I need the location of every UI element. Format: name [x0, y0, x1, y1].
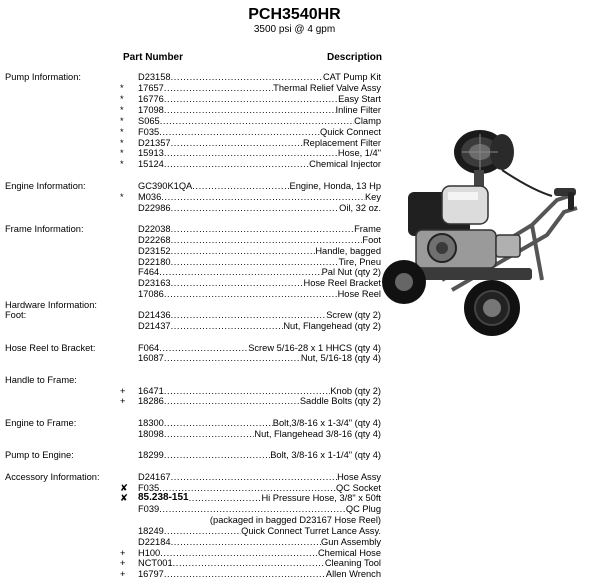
part-number: D23152 [138, 246, 171, 256]
part-description: Allen Wrench [325, 569, 381, 579]
part-number: 18300 [138, 418, 164, 428]
column-header-part-number: Part Number [123, 52, 184, 63]
part-marker: * [120, 192, 124, 202]
leader-dots [160, 116, 354, 126]
leader-dots [171, 472, 338, 482]
leader-dots [171, 321, 284, 331]
part-marker: * [120, 83, 124, 93]
part-description: Hose Reel Bracket [303, 278, 381, 288]
part-row [138, 203, 381, 213]
part-row [138, 105, 381, 115]
leader-dots [161, 192, 365, 202]
base-frame [412, 268, 532, 280]
part-number: D21436 [138, 310, 171, 320]
part-number: H100 [138, 548, 161, 558]
leader-dots [164, 429, 255, 439]
part-number: 16797 [138, 569, 164, 579]
left-wheel [382, 260, 426, 304]
pressure-washer-illustration [382, 130, 587, 340]
section-label: Pump to Engine: [5, 450, 74, 460]
leader-dots [171, 278, 304, 288]
part-number: F464 [138, 267, 160, 277]
section-label: Hardware Information: [5, 300, 97, 310]
leader-dots [164, 105, 336, 115]
part-number: D22268 [138, 235, 171, 245]
part-description: Screw 5/16-28 x 1 HHCS (qty 4) [248, 343, 381, 353]
part-description: Clamp [354, 116, 381, 126]
column-header-description: Description [327, 52, 383, 63]
part-description: Replacement Filter [302, 138, 381, 148]
leader-dots [164, 148, 338, 158]
part-row [138, 526, 381, 536]
part-marker: * [120, 105, 124, 115]
part-number: 15913 [138, 148, 164, 158]
part-row [138, 321, 381, 331]
part-number: 16087 [138, 353, 164, 363]
part-number: 18098 [138, 429, 164, 439]
part-description: Nut, 5/16-18 (qty 4) [300, 353, 381, 363]
part-row [138, 396, 381, 406]
part-number: F035 [138, 483, 160, 493]
section-label: Frame Information: [5, 224, 84, 234]
part-row [138, 558, 381, 568]
leader-dots [164, 396, 300, 406]
leader-dots [173, 558, 325, 568]
section-label: Pump Information: [5, 72, 81, 82]
part-row [138, 548, 381, 558]
part-number: D22038 [138, 224, 171, 234]
part-marker: + [120, 558, 126, 568]
part-row [138, 94, 381, 104]
leader-dots [164, 450, 270, 460]
part-marker: + [120, 569, 126, 579]
leader-dots [159, 127, 320, 137]
leader-dots [164, 526, 241, 536]
part-marker: * [120, 159, 124, 169]
leader-dots [164, 386, 330, 396]
hose-reel-package-note: (packaged in bagged D23167 Hose Reel) [209, 515, 381, 525]
part-description: Chemical Injector [309, 159, 381, 169]
leader-dots [159, 267, 321, 277]
part-row [138, 278, 381, 288]
part-number: 18286 [138, 396, 164, 406]
leader-dots [171, 72, 323, 82]
part-description: Screw (qty 2) [326, 310, 381, 320]
part-description: Knob (qty 2) [330, 386, 381, 396]
part-description: Hose, 1/4" [337, 148, 381, 158]
hose-reel [454, 130, 514, 186]
part-row [138, 83, 381, 93]
part-number: NCT001 [138, 558, 173, 568]
part-description: Hose Reel [337, 289, 381, 299]
part-marker: * [120, 127, 124, 137]
part-description: QC Plug [345, 504, 381, 514]
part-row [138, 504, 381, 514]
leader-dots [159, 483, 336, 493]
section-label: Accessory Information: [5, 472, 100, 482]
part-number: F035 [138, 127, 160, 137]
part-number: F064 [138, 343, 160, 353]
part-marker: * [120, 138, 124, 148]
part-row [138, 472, 381, 482]
part-row [138, 493, 381, 503]
part-description: Bolt,3/8-16 x 1-3/4" (qty 4) [272, 418, 381, 428]
part-description: Pal Nut (qty 2) [321, 267, 381, 277]
part-number: D24167 [138, 472, 171, 482]
leader-dots [171, 224, 355, 234]
part-description: QC Socket [336, 483, 381, 493]
part-number: 17086 [138, 289, 164, 299]
part-row [138, 450, 381, 460]
part-row [138, 192, 381, 202]
part-number: 18299 [138, 450, 164, 460]
part-number: 18249 [138, 526, 164, 536]
part-row [138, 116, 381, 126]
section-label: Engine to Frame: [5, 418, 77, 428]
section-label: Engine Information: [5, 181, 86, 191]
part-marker: + [120, 396, 126, 406]
part-number: S065 [138, 116, 160, 126]
part-description: CAT Pump Kit [322, 72, 381, 82]
part-description: Cleaning Tool [324, 558, 381, 568]
part-marker: ✘ [120, 483, 128, 493]
part-number: D23163 [138, 278, 171, 288]
part-marker: + [120, 548, 126, 558]
part-row [138, 569, 381, 579]
leader-dots [171, 537, 321, 547]
part-description: Hi Pressure Hose, 3/8" x 50ft [261, 493, 381, 503]
part-number: D23158 [138, 72, 171, 82]
part-description: Foot [362, 235, 381, 245]
leader-dots [171, 246, 316, 256]
part-description: Quick Connect Turret Lance Assy. [241, 526, 381, 536]
part-row [138, 343, 381, 353]
leader-dots [164, 159, 309, 169]
part-row [138, 483, 381, 493]
part-row [138, 235, 381, 245]
part-description: Frame [354, 224, 381, 234]
part-number: 16471 [138, 386, 164, 396]
part-row [138, 257, 381, 267]
leader-dots [159, 343, 248, 353]
part-row [138, 181, 381, 191]
part-number: F039 [138, 504, 160, 514]
part-description: Saddle Bolts (qty 2) [299, 396, 381, 406]
part-number: M036 [138, 192, 162, 202]
part-number: D21357 [138, 138, 171, 148]
part-marker: * [120, 116, 124, 126]
leader-dots [192, 181, 289, 191]
leader-dots [160, 548, 318, 558]
part-description: Easy Start [338, 94, 381, 104]
part-marker: ✘ [120, 493, 128, 503]
part-description: Handle, bagged [315, 246, 381, 256]
part-row [138, 310, 381, 320]
section-label: Handle to Frame: [5, 375, 77, 385]
part-description: Hose Assy [337, 472, 381, 482]
part-description: Bolt, 3/8-16 x 1-1/4" (qty 4) [270, 450, 381, 460]
leader-dots [164, 289, 338, 299]
part-description: Thermal Relief Valve Assy [273, 83, 381, 93]
part-row [138, 353, 381, 363]
part-row [138, 159, 381, 169]
part-number: GC390K1QA [138, 181, 193, 191]
part-number: 17657 [138, 83, 164, 93]
part-row [138, 386, 381, 396]
leader-dots [164, 83, 273, 93]
part-description: Quick Connect [320, 127, 381, 137]
part-description: Chemical Hose [317, 548, 381, 558]
leader-dots [164, 353, 301, 363]
section-label: Foot: [5, 310, 27, 320]
leader-dots [164, 418, 273, 428]
part-number: 17098 [138, 105, 164, 115]
model-subtitle: 3500 psi @ 4 gpm [253, 24, 336, 35]
part-row [138, 138, 381, 148]
part-number: D22986 [138, 203, 171, 213]
part-description: Nut, Flangehead 3/8-16 (qty 4) [254, 429, 381, 439]
part-number: D22184 [138, 537, 171, 547]
part-row [138, 148, 381, 158]
leader-dots [171, 257, 339, 267]
part-row [138, 289, 381, 299]
part-number: D22180 [138, 257, 171, 267]
leader-dots [189, 493, 262, 503]
part-row [138, 418, 381, 428]
leader-dots [171, 235, 363, 245]
section-label: Hose Reel to Bracket: [5, 343, 96, 353]
leader-dots [159, 504, 346, 514]
part-row [138, 127, 381, 137]
part-row [138, 267, 381, 277]
engine [408, 186, 520, 268]
part-number: 15124 [138, 159, 164, 169]
part-number: D21437 [138, 321, 171, 331]
part-marker: + [120, 386, 126, 396]
part-number: 85.238-151 [138, 493, 189, 503]
part-description: Engine, Honda, 13 Hp [289, 181, 381, 191]
part-marker: * [120, 148, 124, 158]
leader-dots [171, 203, 340, 213]
part-row [138, 224, 381, 234]
part-row [138, 72, 381, 82]
part-row [138, 429, 381, 439]
part-description: Tire, Pneu [338, 257, 381, 267]
hose [502, 170, 552, 196]
part-description: Oil, 32 oz. [339, 203, 381, 213]
leader-dots [164, 569, 326, 579]
right-wheel [464, 280, 520, 336]
part-description: Nut, Flangehead (qty 2) [283, 321, 381, 331]
part-description: Key [364, 192, 381, 202]
part-description: Inline Filter [335, 105, 381, 115]
part-number: 16776 [138, 94, 164, 104]
part-description: Gun Assembly [321, 537, 381, 547]
leader-dots [171, 138, 303, 148]
leader-dots [171, 310, 327, 320]
part-row [138, 246, 381, 256]
part-marker: * [120, 94, 124, 104]
part-row [138, 537, 381, 547]
leader-dots [164, 94, 338, 104]
model-title: PCH3540HR [248, 6, 341, 23]
